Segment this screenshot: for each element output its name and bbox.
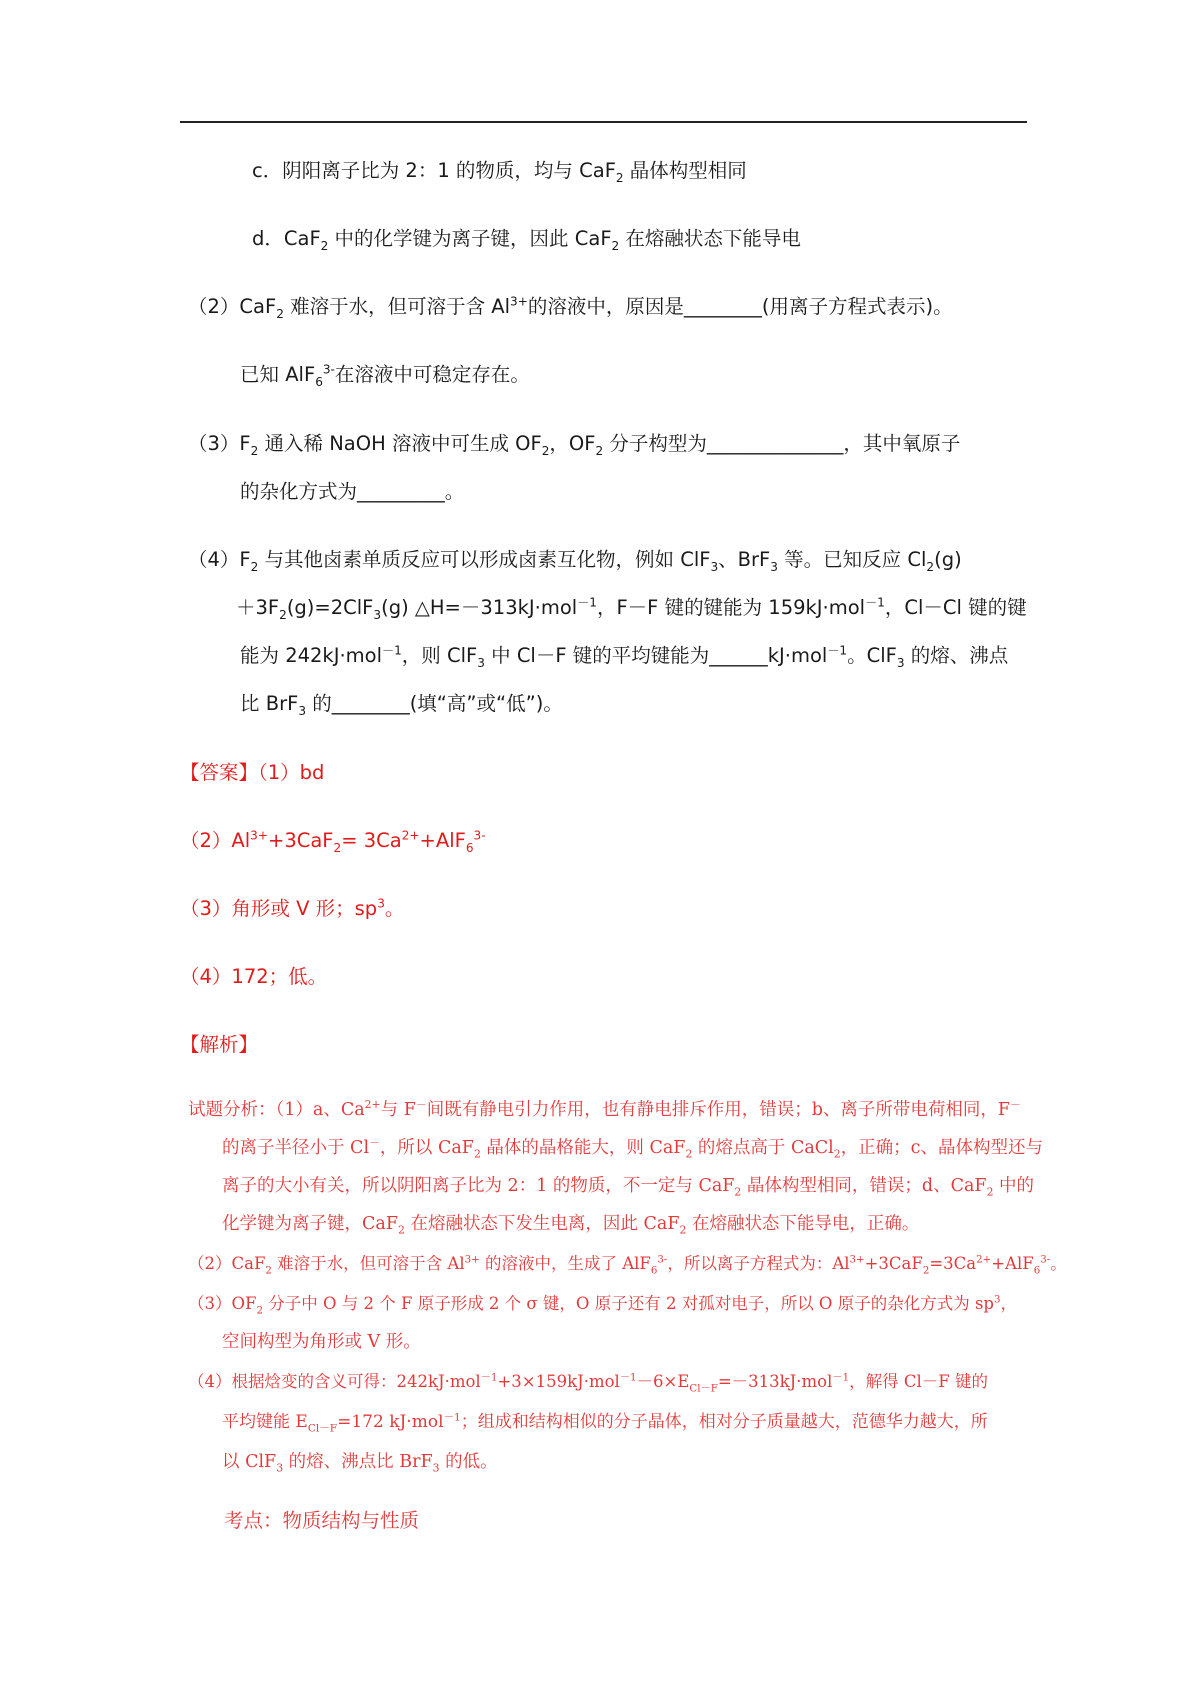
question-2-line-2: 已知 AlF$_6^{3-}$在溶液中可稳定存在。: [240, 362, 530, 389]
question-4-line-2: $+3F_2(g)=2ClF_3(g)$ △H=－313kJ·mol$^{-1}$，F－F 键的键能为 159kJ·mol$^{-1}$，Cl－Cl 键的键: [236, 595, 1027, 622]
analysis-p1-line-2: 的离子半径小于 Cl－，所以 CaF$_2$ 晶体的晶格能大，则 CaF$_2$ 的熔点高于 CaCl$_2$，正确；c、晶体构型还与: [222, 1136, 1043, 1161]
header-rule: [180, 121, 1027, 123]
question-3-line-2: 的杂化方式为_________。: [240, 480, 465, 503]
answer-2: $(2)Al^{3+}+3CaF_2= 3Ca^{2+}+AlF_6^{3-}$: [180, 828, 486, 855]
analysis-p1-line-3: 离子的大小有关，所以阴阳离子比为 2：1 的物质，不一定与 CaF$_2$ 晶体构型相同，错误；d、CaF$_2$ 中的: [222, 1176, 1035, 1199]
answer-3: （3）角形或 V 形；$sp^3$。: [180, 896, 405, 920]
question-2-line-1: （2）CaF$_2$ 难溶于水，但可溶于含 $Al^{3+}$的溶液中，原因是________(用离子方程式表示)。: [188, 294, 953, 321]
analysis-p2: （2）CaF$_2$ 难溶于水，但可溶于含 $Al^{3+}$ 的溶液中，生成了 AlF$_6^{3-}$，所以离子方程式为：$Al^{3+}+3CaF_2=3Ca^{2+}+AlF_6^{3-}$。: [188, 1254, 1067, 1277]
analysis-p4-line-3: 以 ClF$_3$ 的熔、沸点比 BrF$_3$ 的低。: [222, 1452, 498, 1475]
answer-4: （4）172；低。: [180, 965, 328, 988]
question-4-line-3: 能为 242kJ·mol$^{-1}$，则 ClF$_3$ 中 Cl－F 键的平均键能为______kJ·mol$^{-1}$。ClF$_3$ 的熔、沸点: [240, 643, 1009, 670]
answer-1: 【答案】（1）bd: [180, 761, 325, 784]
option-c: c．阴阳离子比为 2：1 的物质，均与 CaF$_2$ 晶体构型相同: [252, 159, 747, 185]
kaodian: 考点：物质结构与性质: [224, 1509, 420, 1532]
question-3-line-1: $(3)F_2$ 通入稀 NaOH 溶液中可生成 $OF_2$，$OF_2$ 分子构型为______________，其中氧原子: [188, 432, 961, 458]
analysis-p4-line-2: 平均键能 $E_{Cl-F}=172$ kJ·mol$^{-1}$；组成和结构相似的分子晶体，相对分子质量越大，范德华力越大，所: [222, 1411, 988, 1435]
analysis-label: 【解析】: [180, 1033, 259, 1056]
analysis-p1-line-1: 试题分析：（1）a、$Ca^{2+}$与 F－间既有静电引力作用，也有静电排斥作用，错误；b、离子所带电荷相同，F－: [188, 1098, 1021, 1120]
option-d: d．CaF$_2$ 中的化学键为离子键，因此 CaF$_2$ 在熔融状态下能导电: [252, 227, 801, 253]
question-4-line-4: 比 BrF$_3$ 的________(填“高”或“低”)。: [240, 692, 563, 718]
analysis-p3-line-2: 空间构型为角形或 V 形。: [222, 1332, 421, 1352]
analysis-p3-line-1: $(3)OF_2$ 分子中 O 与 2 个 F 原子形成 2 个 σ 键，O 原子还有 2 对孤对电子，所以 O 原子的杂化方式为 $sp^3$，: [188, 1294, 1017, 1317]
question-4-line-1: $(4)F_2$ 与其他卤素单质反应可以形成卤素互化物，例如 ClF$_3$、BrF$_3$ 等。已知反应 $Cl_2(g)$: [188, 548, 962, 574]
analysis-p4-line-1: （4）根据焓变的含义可得：$242kJ\cdot mol^{-1}+3\times 159kJ\cdot mol^{-1}-6\times E_{Cl-F}=-313kJ\cdot mol^{-1}$，解得 Cl－F 键的: [188, 1372, 988, 1395]
answer-label: 【答案】: [180, 761, 259, 784]
analysis-p1-line-4: 化学键为离子键，CaF$_2$ 在熔融状态下发生电离，因此 CaF$_2$ 在熔融状态下能导电，正确。: [222, 1214, 920, 1237]
